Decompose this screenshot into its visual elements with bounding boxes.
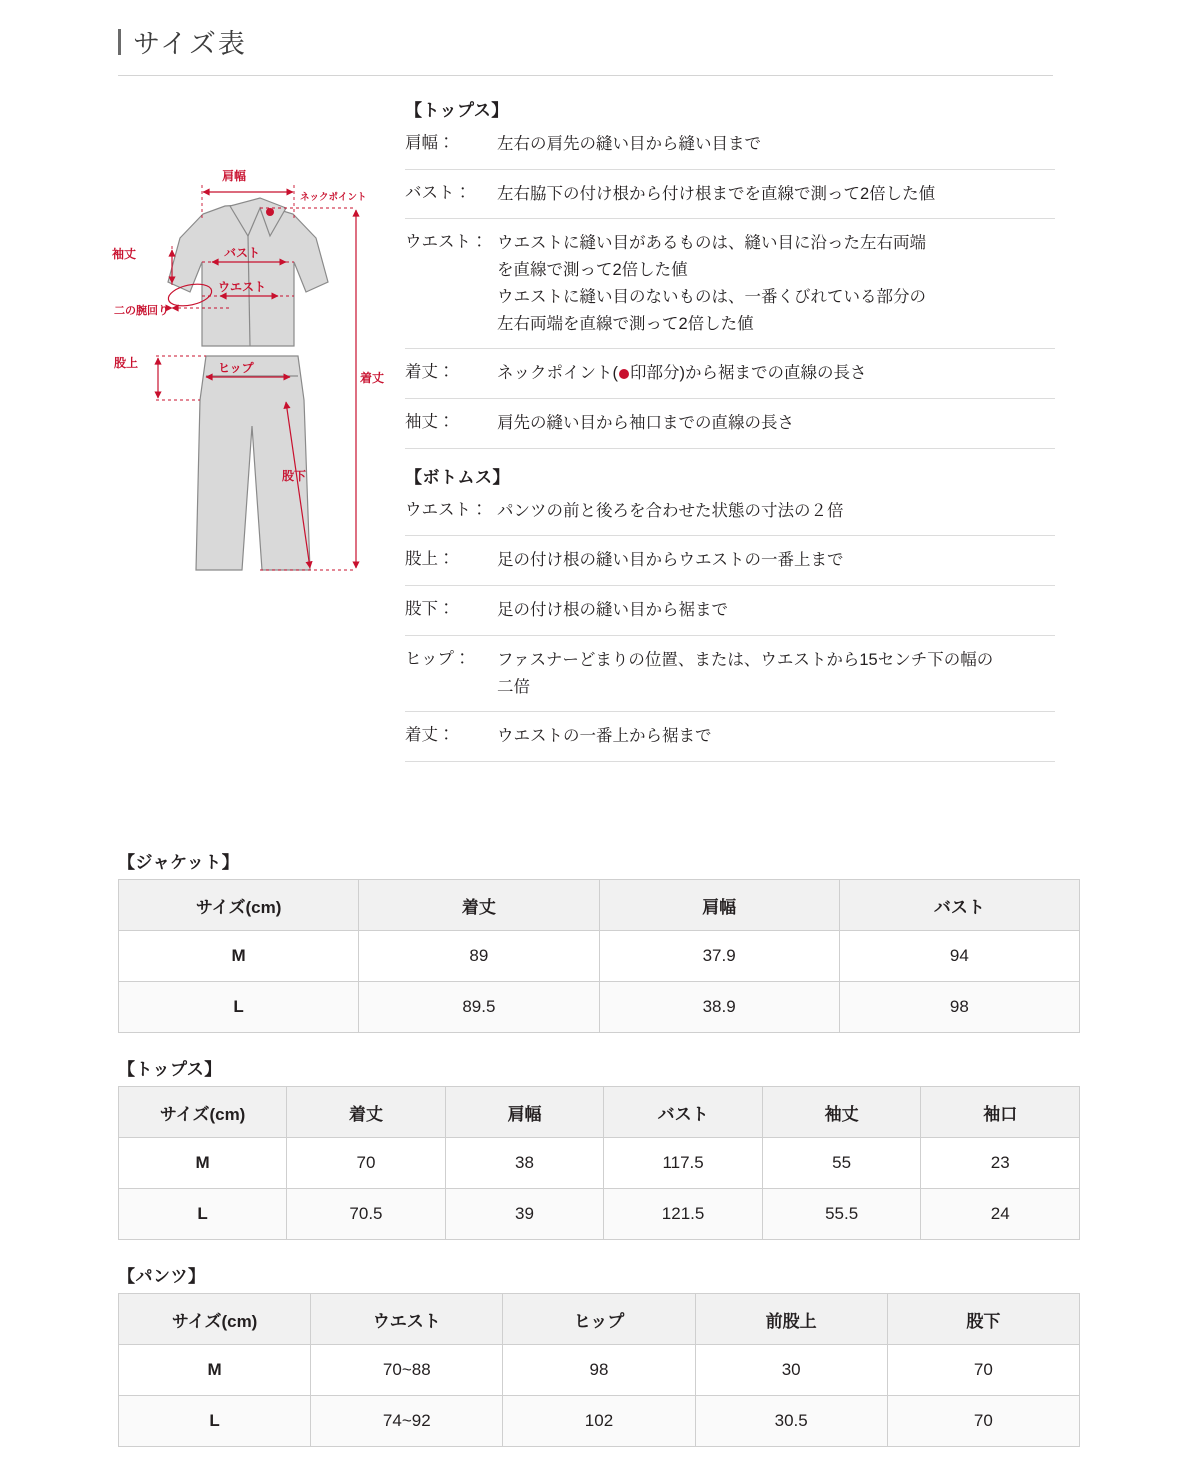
column-header: サイズ(cm) bbox=[119, 1294, 311, 1345]
column-header: サイズ(cm) bbox=[119, 1087, 287, 1138]
title-divider bbox=[118, 75, 1053, 76]
table-cell: 89.5 bbox=[359, 982, 599, 1033]
column-header: 袖丈 bbox=[762, 1087, 921, 1138]
column-header: ヒップ bbox=[503, 1294, 695, 1345]
definition-desc-suffix: 印部分)から裾までの直線の長さ bbox=[630, 364, 867, 383]
tops-size-table bbox=[118, 1086, 1080, 1240]
definition-row-bottoms-waist bbox=[405, 496, 1055, 536]
pants-table-title: 【パンツ】 bbox=[118, 1267, 206, 1286]
table-cell: 37.9 bbox=[599, 931, 839, 982]
definition-desc-line: ファスナーどまりの位置、または、ウエストから15センチ下の幅の bbox=[497, 650, 994, 669]
definition-desc-line: ウエストに縫い目のないものは、一番くびれている部分の bbox=[497, 287, 926, 306]
table-cell: 102 bbox=[503, 1396, 695, 1447]
definition-term: 着丈： bbox=[405, 363, 455, 382]
column-header: 前股上 bbox=[695, 1294, 887, 1345]
figure-label-rise: 股上 bbox=[114, 356, 139, 370]
definition-desc bbox=[497, 131, 1055, 158]
table-cell: 98 bbox=[503, 1345, 695, 1396]
definition-row-waist bbox=[405, 218, 1055, 348]
figure-label-sleeve-length: 袖丈 bbox=[112, 247, 137, 261]
definitions-bottom-divider bbox=[405, 761, 1055, 762]
column-header: 着丈 bbox=[287, 1087, 446, 1138]
table-row bbox=[119, 1396, 1080, 1447]
table-cell: 89 bbox=[359, 931, 599, 982]
definition-term: バスト： bbox=[405, 183, 471, 202]
definition-term: 肩幅： bbox=[405, 134, 455, 152]
column-header: バスト bbox=[604, 1087, 763, 1138]
figure-label-bust: バスト bbox=[224, 246, 261, 260]
column-header: 着丈 bbox=[359, 880, 599, 931]
table-cell: 121.5 bbox=[604, 1189, 763, 1240]
title-accent-bar bbox=[118, 29, 121, 55]
column-header: 股下 bbox=[887, 1294, 1079, 1345]
column-header: 肩幅 bbox=[599, 880, 839, 931]
table-cell: 70 bbox=[887, 1396, 1079, 1447]
table-cell: 94 bbox=[839, 931, 1079, 982]
definition-term: 袖丈： bbox=[405, 413, 455, 432]
table-cell: 55 bbox=[762, 1138, 921, 1189]
table-row bbox=[119, 1345, 1080, 1396]
size-tables bbox=[118, 848, 1080, 1469]
table-cell: 117.5 bbox=[604, 1138, 763, 1189]
definition-term: 着丈： bbox=[405, 726, 455, 745]
page-title bbox=[118, 22, 1053, 61]
table-row bbox=[119, 982, 1080, 1033]
definition-desc-line: 足の付け根の縫い目から裾まで bbox=[497, 601, 728, 620]
bottoms-section-heading: 【ボトムス】 bbox=[405, 467, 510, 487]
garment-diagram bbox=[110, 150, 410, 610]
row-size-label: M bbox=[119, 1138, 287, 1189]
definition-desc-line: 二倍 bbox=[497, 677, 530, 696]
definition-term: 股上： bbox=[405, 550, 455, 569]
column-header: バスト bbox=[839, 880, 1079, 931]
table-cell: 30.5 bbox=[695, 1396, 887, 1447]
table-row bbox=[119, 1189, 1080, 1240]
definition-desc-line: 左右両端を直線で測って2倍した値 bbox=[497, 314, 754, 333]
definition-desc bbox=[497, 723, 1055, 750]
definition-desc bbox=[497, 647, 1055, 700]
definition-desc bbox=[497, 498, 1055, 525]
definition-desc-line: 左右脇下の付け根から付け根までを直線で測って2倍した値 bbox=[497, 184, 936, 203]
definition-desc bbox=[497, 181, 1055, 208]
column-header: 袖口 bbox=[921, 1087, 1080, 1138]
table-cell: 39 bbox=[445, 1189, 604, 1240]
jacket-size-table bbox=[118, 879, 1080, 1033]
measurement-definitions bbox=[405, 92, 1055, 762]
table-cell: 55.5 bbox=[762, 1189, 921, 1240]
table-cell: 70~88 bbox=[311, 1345, 503, 1396]
figure-label-upper-arm: 二の腕回り bbox=[114, 305, 169, 317]
table-header-row bbox=[119, 1087, 1080, 1138]
definition-term: ウエスト： bbox=[405, 500, 488, 519]
jacket-table-title: 【ジャケット】 bbox=[118, 853, 240, 872]
figure-label-neck-point: ネックポイント bbox=[300, 192, 367, 203]
column-header: 肩幅 bbox=[445, 1087, 604, 1138]
figure-label-hip: ヒップ bbox=[218, 361, 254, 375]
tops-table-title: 【トップス】 bbox=[118, 1060, 222, 1079]
definition-desc bbox=[497, 230, 1055, 337]
page-title-text: サイズ表 bbox=[133, 29, 247, 59]
definition-desc-line: 左右の肩先の縫い目から縫い目まで bbox=[497, 135, 761, 153]
definition-term: 股下： bbox=[405, 600, 455, 619]
definition-row-hip bbox=[405, 635, 1055, 711]
definition-row-sleeve-length bbox=[405, 398, 1055, 448]
table-header-row bbox=[119, 1294, 1080, 1345]
row-size-label: M bbox=[119, 1345, 311, 1396]
column-header: ウエスト bbox=[311, 1294, 503, 1345]
section-divider bbox=[405, 448, 1055, 463]
table-cell: 24 bbox=[921, 1189, 1080, 1240]
definition-desc-prefix: ネックポイント( bbox=[497, 364, 618, 383]
table-header-row bbox=[119, 880, 1080, 931]
table-cell: 70 bbox=[887, 1345, 1079, 1396]
page-title-block bbox=[118, 22, 1053, 76]
figure-label-shoulder: 肩幅 bbox=[222, 169, 247, 183]
definition-desc-line: ウエストの一番上から裾まで bbox=[497, 727, 712, 746]
definition-desc-line: 足の付け根の縫い目からウエストの一番上まで bbox=[497, 551, 844, 570]
figure-label-waist: ウエスト bbox=[218, 280, 267, 294]
figure-label-length: 着丈 bbox=[360, 371, 385, 385]
table-cell: 38 bbox=[445, 1138, 604, 1189]
definition-desc bbox=[497, 597, 1055, 624]
definition-row-length bbox=[405, 348, 1055, 398]
table-row bbox=[119, 931, 1080, 982]
table-cell: 30 bbox=[695, 1345, 887, 1396]
table-cell: 70 bbox=[287, 1138, 446, 1189]
definition-desc bbox=[497, 410, 1055, 437]
definition-row-inseam bbox=[405, 585, 1055, 635]
table-cell: 23 bbox=[921, 1138, 1080, 1189]
definition-row-bottoms-length bbox=[405, 711, 1055, 761]
column-header: サイズ(cm) bbox=[119, 880, 359, 931]
definition-desc bbox=[497, 360, 1055, 387]
definition-term: ヒップ： bbox=[405, 649, 471, 668]
table-cell: 98 bbox=[839, 982, 1079, 1033]
table-cell: 74~92 bbox=[311, 1396, 503, 1447]
definition-row-rise bbox=[405, 535, 1055, 585]
pants-size-table bbox=[118, 1293, 1080, 1447]
definition-desc-line: を直線で測って2倍した値 bbox=[497, 261, 688, 280]
definition-desc-line: 肩先の縫い目から袖口までの直線の長さ bbox=[497, 414, 794, 433]
neck-point-dot-icon bbox=[619, 369, 629, 379]
definition-desc-line: パンツの前と後ろを合わせた状態の寸法の２倍 bbox=[497, 501, 844, 520]
row-size-label: M bbox=[119, 931, 359, 982]
row-size-label: L bbox=[119, 982, 359, 1033]
definition-term: ウエスト： bbox=[405, 233, 488, 252]
definition-desc bbox=[497, 547, 1055, 574]
tops-section-heading: 【トップス】 bbox=[405, 101, 509, 120]
definition-row-shoulder bbox=[405, 129, 1055, 169]
row-size-label: L bbox=[119, 1396, 311, 1447]
figure-label-inseam: 股下 bbox=[282, 469, 307, 483]
definition-row-bust bbox=[405, 169, 1055, 219]
row-size-label: L bbox=[119, 1189, 287, 1240]
table-row bbox=[119, 1138, 1080, 1189]
definition-desc-line: ウエストに縫い目があるものは、縫い目に沿った左右両端 bbox=[497, 234, 926, 253]
table-cell: 38.9 bbox=[599, 982, 839, 1033]
table-cell: 70.5 bbox=[287, 1189, 446, 1240]
